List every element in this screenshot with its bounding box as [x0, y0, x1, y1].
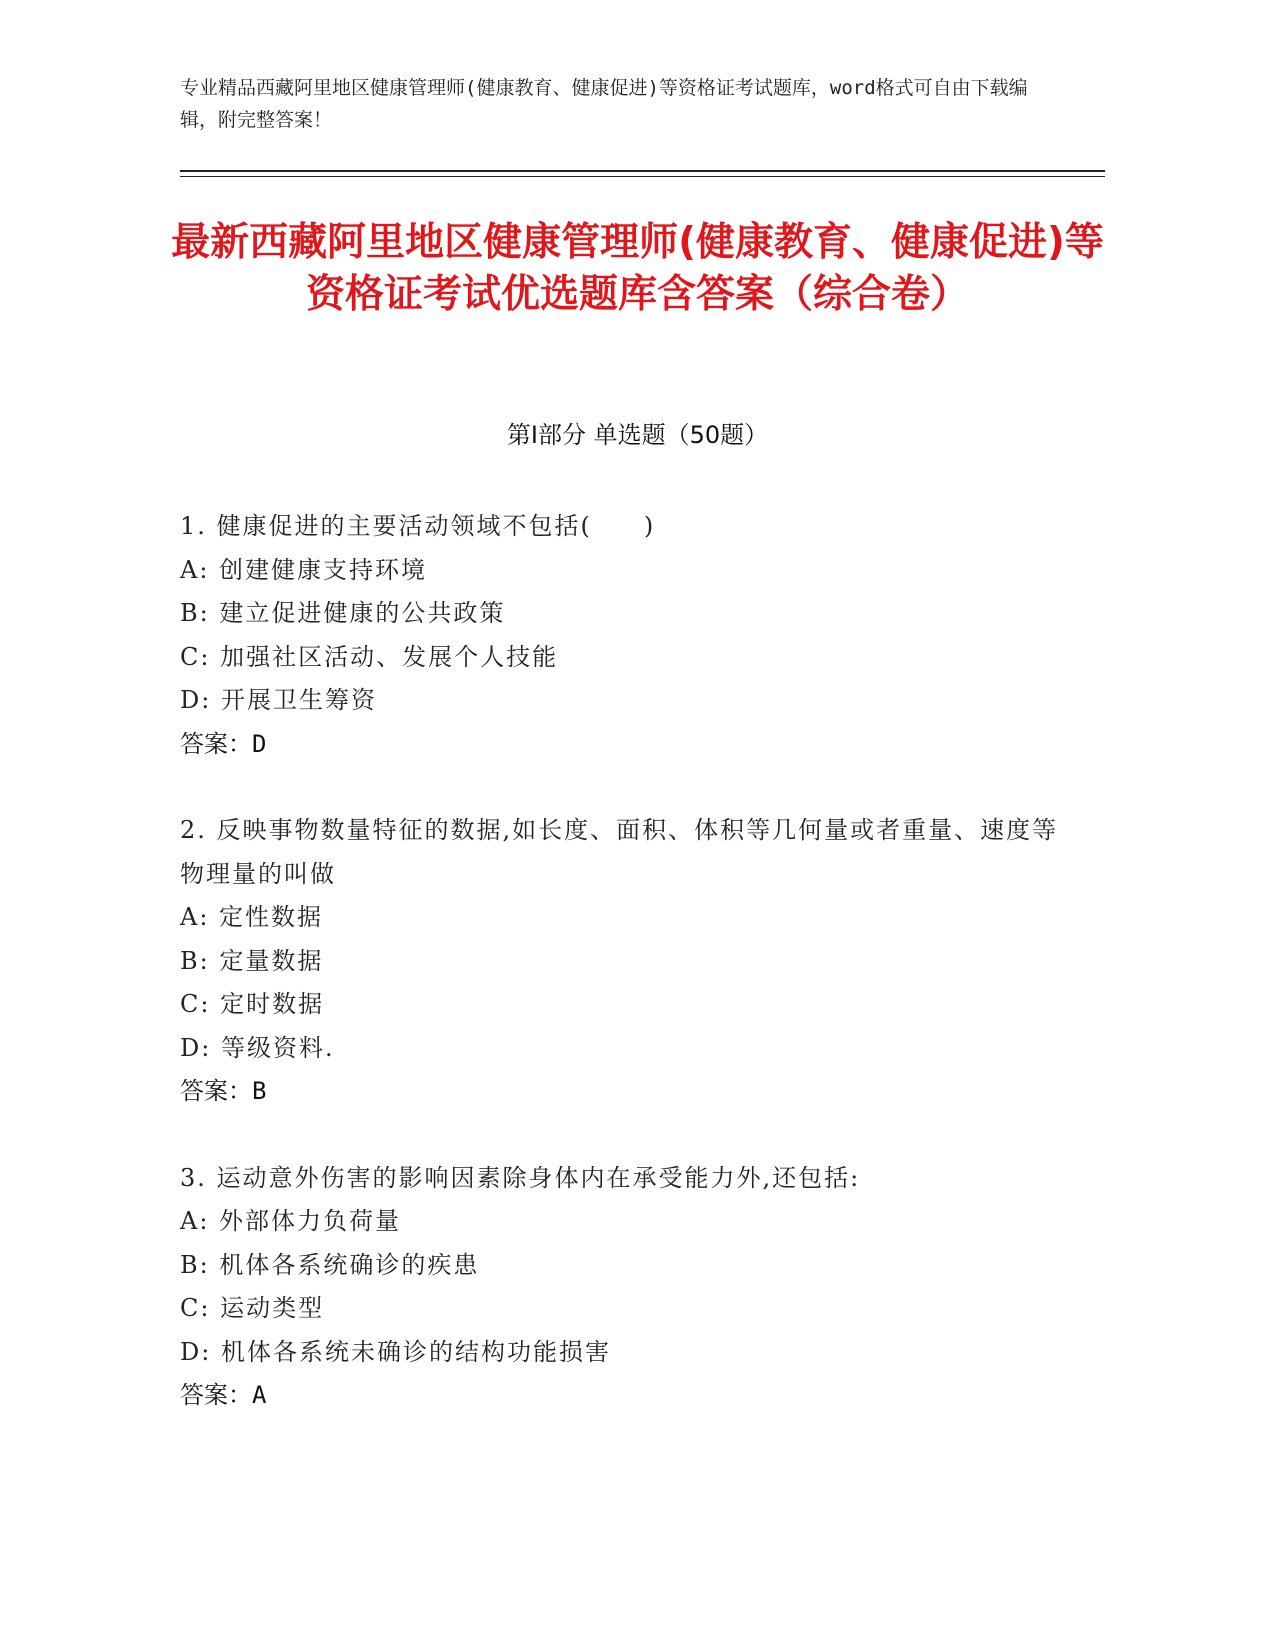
answer-line	[180, 723, 1080, 767]
option-b: B: 建立促进健康的公共政策	[180, 599, 506, 627]
question-list	[180, 505, 1080, 1461]
option-c: C: 定时数据	[180, 990, 325, 1018]
answer-line	[180, 1070, 1080, 1114]
option-d: D: 等级资料.	[180, 1033, 335, 1062]
option-a: A: 创建健康支持环境	[180, 555, 428, 584]
question-stem: 3. 运动意外伤害的影响因素除身体内在承受能力外,还包括:	[180, 1163, 861, 1192]
answer-line	[180, 1374, 1080, 1418]
option-b: B: 定量数据	[180, 946, 324, 975]
answer-value: D	[252, 729, 267, 758]
option-d: D: 机体各系统未确诊的结构功能损害	[180, 1337, 611, 1366]
answer-label: 答案：	[180, 1381, 252, 1409]
header-divider	[180, 170, 1105, 172]
question-stem: 2. 反映事物数量特征的数据,如长度、面积、体积等几何量或者重量、速度等物理量的叫做	[180, 816, 1059, 888]
option-a: A: 外部体力负荷量	[180, 1207, 402, 1235]
answer-label: 答案：	[180, 1077, 252, 1105]
document-title: 最新西藏阿里地区健康管理师(健康教育、健康促进)等资格证考试优选题库含答案（综合卷）	[171, 220, 1104, 317]
question-2	[180, 809, 1080, 1114]
option-c: C: 运动类型	[180, 1294, 325, 1322]
option-b: B: 机体各系统确诊的疾患	[180, 1250, 480, 1279]
answer-value: A	[252, 1381, 267, 1409]
question-1	[180, 505, 1080, 766]
answer-label: 答案：	[180, 729, 252, 758]
header-divider-thin	[180, 176, 1105, 177]
header-note: 专业精品西藏阿里地区健康管理师(健康教育、健康促进)等资格证考试题库，word格式可自由下载编辑，附完整答案！	[180, 77, 1028, 131]
answer-value: B	[252, 1077, 267, 1105]
option-d: D: 开展卫生筹资	[180, 686, 377, 714]
option-c: C: 加强社区活动、发展个人技能	[180, 642, 559, 671]
option-a: A: 定性数据	[180, 903, 324, 931]
question-stem: 1. 健康促进的主要活动领域不包括( )	[180, 512, 656, 540]
section-heading: 第Ⅰ部分 单选题（50题）	[506, 421, 769, 449]
question-3	[180, 1157, 1080, 1418]
